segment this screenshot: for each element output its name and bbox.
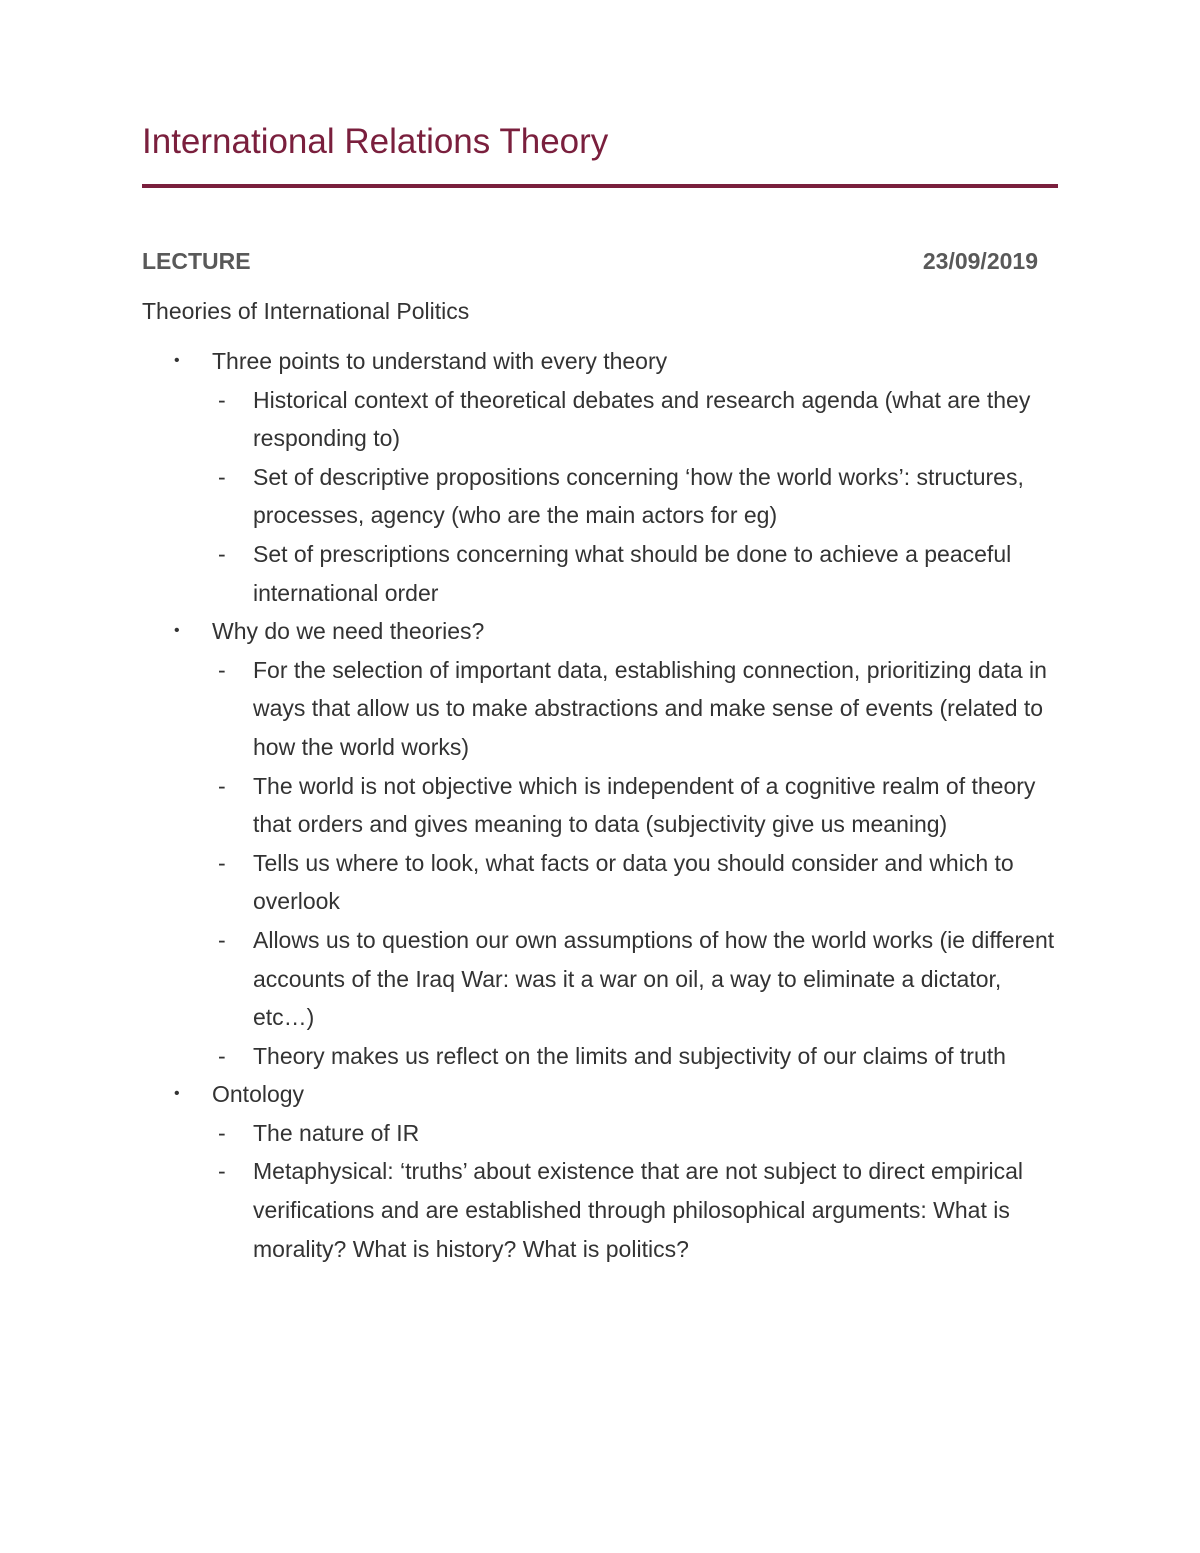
sub-item-text: Theory makes us reflect on the limits and subjectivity of our claims of truth	[253, 1042, 1006, 1069]
dash-icon: -	[218, 849, 226, 876]
bullet-item	[142, 342, 1058, 612]
sub-list	[212, 651, 1058, 1076]
bullet-item	[142, 1075, 1058, 1268]
lecture-label: LECTURE	[142, 247, 251, 274]
bullet-text: Three points to understand with every theory	[212, 348, 668, 374]
sub-list-item	[148, 767, 1064, 844]
sub-list-item	[148, 651, 1064, 767]
sub-item-text: For the selection of important data, establishing connection, prioritizing data in ways that allow us to make abstractions and make sense of events (related to how the world works)	[253, 656, 1047, 760]
sub-item-text: The nature of IR	[253, 1119, 420, 1146]
dash-icon: -	[218, 386, 226, 413]
sub-list	[212, 381, 1058, 613]
document-title: International Relations Theory	[142, 122, 609, 161]
bullet-icon: •	[174, 622, 180, 640]
lecture-date: 23/09/2019	[922, 247, 1038, 274]
dash-icon: -	[218, 463, 226, 490]
sub-list-item	[148, 921, 1064, 1037]
sub-list-item	[148, 844, 1064, 921]
bullet-text: Ontology	[212, 1081, 305, 1108]
sub-item-text: Metaphysical: ‘truths’ about existence that are not subject to direct empirical verifications and are established through philosophical arguments: What is morality? What is history? What is politics?	[253, 1158, 1024, 1262]
dash-icon: -	[218, 1158, 226, 1185]
dash-icon: -	[218, 1042, 226, 1069]
sub-item-text: Tells us where to look, what facts or data you should consider and which to overlook	[253, 849, 1014, 915]
sub-list-item	[148, 458, 1064, 535]
dash-icon: -	[218, 1119, 226, 1146]
notes-outline	[142, 342, 1058, 1268]
sub-list-item	[148, 1152, 1064, 1268]
sub-list-item	[148, 1114, 1064, 1153]
sub-item-text: Set of descriptive propositions concerning ‘how the world works’: structures, processes, agency (who are the main actors for eg)	[253, 463, 1024, 529]
sub-item-text: Set of prescriptions concerning what should be done to achieve a peaceful international order	[253, 540, 1012, 606]
sub-list-item	[148, 1037, 1064, 1076]
bullet-item	[142, 612, 1058, 1075]
sub-item-text: Allows us to question our own assumptions of how the world works (ie different accounts of the Iraq War: was it a war on oil, a way to eliminate a dictator, etc…)	[253, 926, 1055, 1031]
sub-list-item	[148, 381, 1064, 458]
lecture-meta-row	[142, 244, 1038, 278]
sub-item-text: The world is not objective which is independent of a cognitive realm of theory that orders and gives meaning to data (subjectivity give us meaning)	[253, 772, 1036, 838]
bullet-text: Why do we need theories?	[212, 618, 485, 645]
bullet-icon: •	[174, 352, 180, 369]
sub-list-item	[148, 535, 1064, 612]
dash-icon: -	[218, 926, 226, 953]
sub-item-text: Historical context of theoretical debates and research agenda (what are they responding to)	[253, 386, 1031, 452]
sub-list	[212, 1114, 1058, 1268]
dash-icon: -	[218, 656, 226, 683]
section-heading: Theories of International Politics	[142, 298, 470, 324]
title-divider	[142, 184, 1058, 188]
dash-icon: -	[218, 540, 226, 567]
dash-icon: -	[218, 772, 226, 799]
bullet-icon: •	[174, 1085, 180, 1103]
